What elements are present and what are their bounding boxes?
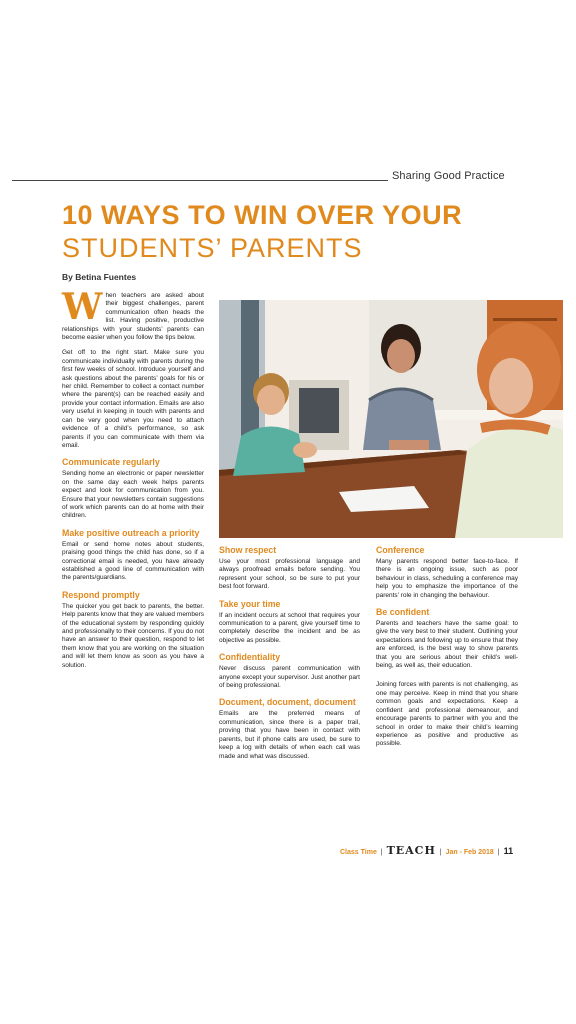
section-body: Many parents respond better face-to-face. If there is an ongoing issue, such as poor behaviour in class, scheduling a conference may help you to emphasize the importance of the parents’ role in changing the behaviour.: [376, 558, 518, 599]
section-body: Sending home an electronic or paper newsletter on the same day each week helps parents expect and look for communication from you. Ensure that your newsletters contain suggestions of work which parents can do at home with their children.: [62, 470, 204, 520]
photo-illustration: [219, 300, 563, 538]
section-body: Never discuss parent communication with anyone except your supervisor. Just another part of being professional.: [219, 665, 360, 690]
section-body: Email or send home notes about students, praising good things the child has done, so if a correctional email is needed, you have already established a good line of communication with the parents/guardians.: [62, 540, 204, 582]
drop-cap: W: [62, 286, 103, 328]
intro-paragraph-2: Get off to the right start. Make sure you communicate individually with parents during the first few weeks of school. Introduce yourself and ask questions about the parents’ goals for his or her child. Remember to collect a contact number where the parent(s) can be reached easily and provide your contact information. Emails are also very useful in keeping in touch with parents and can be very good when you need to attach evidence of a child’s performance, so ask parents if you can communicate with them via email.: [62, 349, 204, 449]
section-body: Use your most professional language and always proofread emails before sending. You represent your school, so be sure to put your best foot forward.: [219, 558, 360, 591]
section-body: Parents and teachers have the same goal: to give the very best to their student. Outlining your expectations and following up to ensure that they are enforced, is the best way to show parents that you are serious about their child’s well-being, as well as, their education.: [376, 620, 518, 670]
intro-text: hen teachers are asked about their biggest challenges, parent communication often heads the list. Having positive, productive relationships with your students’ parents can become easier when you follow the tips below.: [62, 292, 204, 342]
intro-paragraph: [62, 286, 204, 342]
page-number: 11: [503, 846, 514, 856]
header-rule: [12, 180, 388, 181]
section-heading: Communicate regularly: [62, 457, 160, 468]
footer-separator: |: [439, 849, 442, 856]
footer-section: Class Time: [340, 849, 377, 856]
section-heading: Document, document, document: [219, 697, 356, 708]
section-body: The quicker you get back to parents, the better. Help parents know that they are valued members of the educational system by responding quickly and professionally to their concerns. If you do not have an answer to their question, respond to let them know that you are working on the situation and will let them know as soon as you have a solution.: [62, 602, 204, 669]
section-heading: Confidentiality: [219, 652, 281, 663]
section-heading: Be confident: [376, 607, 430, 618]
footer-separator: |: [380, 849, 383, 856]
article-photo: [219, 300, 563, 538]
article-title-line2: STUDENTS’ PARENTS: [62, 233, 363, 263]
footer-separator: |: [497, 849, 500, 856]
column-middle: [219, 545, 360, 768]
footer-issue: Jan - Feb 2018: [445, 849, 494, 856]
section-heading: Make positive outreach a priority: [62, 527, 200, 538]
page-footer: [340, 844, 513, 857]
section-heading: Respond promptly: [62, 589, 140, 600]
byline: By Betina Fuentes: [62, 272, 137, 282]
article-title-line1: 10 WAYS TO WIN OVER YOUR: [62, 200, 463, 230]
section-heading: Conference: [376, 545, 425, 555]
column-right: [376, 545, 518, 756]
section-body: Emails are the preferred means of communication, since there is a paper trail, proving that you have been in contact with parents, but if phone calls are used, be sure to keep a log with details of when each call was made and what was discussed.: [219, 710, 360, 760]
section-body: If an incident occurs at school that requires your communication to a parent, give yourself time to completely describe the incident and be as objective as possible.: [219, 611, 360, 644]
section-heading: Show respect: [219, 545, 277, 555]
column-left: [62, 286, 204, 677]
section-label: Sharing Good Practice: [392, 170, 505, 182]
magazine-logo: TEACH: [386, 844, 436, 857]
closing-paragraph: Joining forces with parents is not challenging, as one may perceive. Keep in mind that you share common goals and expectations. Keep a confident and professional demeanour, and encourage parents to partner with you and the school in order to make their child’s learning experience as positive and productive as possible.: [376, 681, 518, 748]
section-heading: Take your time: [219, 598, 281, 609]
